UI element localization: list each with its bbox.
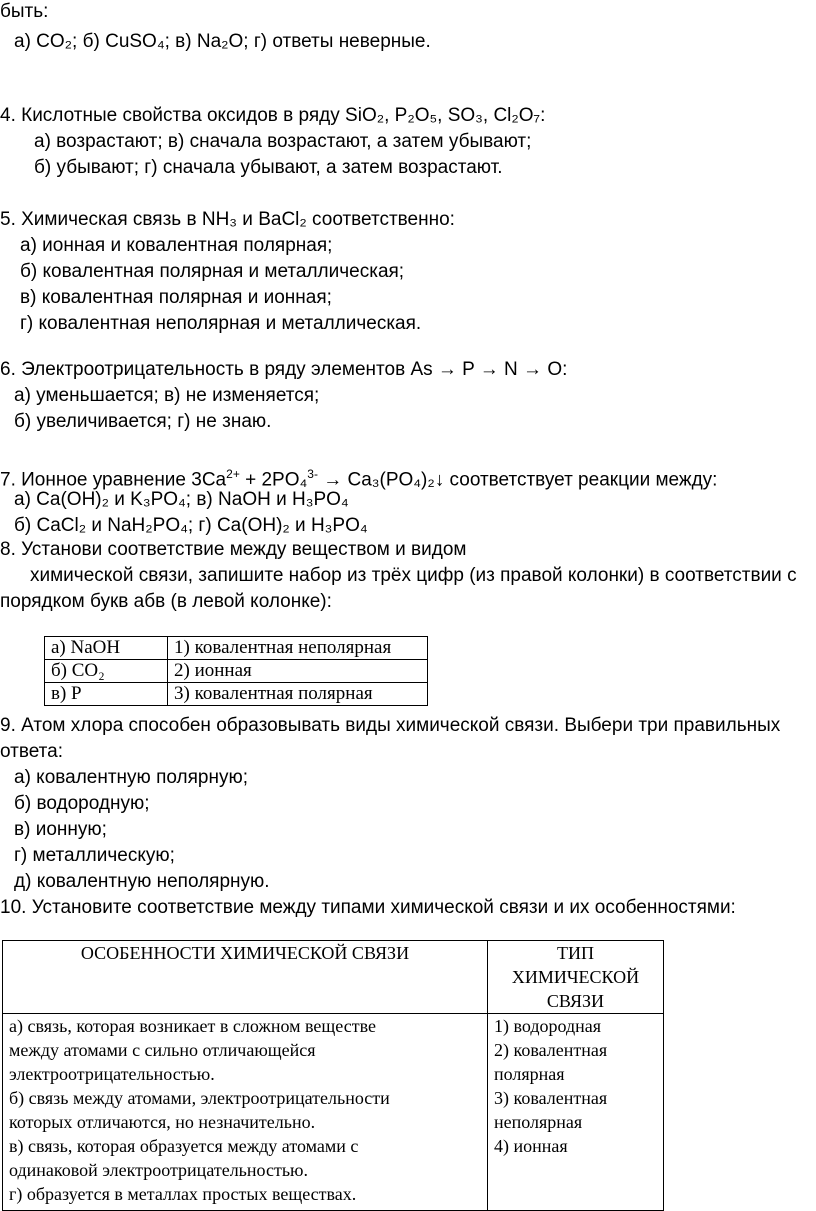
question-4-options-row2: б) убывают; г) сначала убывают, а затем возрастают. <box>34 157 503 178</box>
question-9-title: 9. Атом хлора способен образовывать виды химической связи. Выбери три правильных <box>0 715 781 736</box>
question-8-text: химической связи, запишите набор из трёх цифр (из правой колонки) в соответствии с <box>30 565 797 586</box>
question-4-options-row1: а) возрастают; в) сначала возрастают, а затем убывают; <box>34 131 532 152</box>
title-part: 7. Ионное уравнение 3Ca <box>0 469 227 491</box>
charge-superscript: 2+ <box>226 467 240 481</box>
question-7-options-row1: а) Ca(OH)₂ и K₃PO₄; в) NaOH и H₃PO₄ <box>14 489 349 510</box>
table-row <box>45 660 428 683</box>
table-row <box>45 683 428 706</box>
header-type <box>488 941 664 1014</box>
question-9-option: д) ковалентную неполярную. <box>14 871 270 892</box>
question-8-text: порядком букв абв (в левой колонке): <box>0 591 332 612</box>
header-line: ТИП <box>557 943 594 963</box>
title-part: → Ca₃(PO₄)₂↓ соответствует реакции между: <box>317 469 718 491</box>
text-line: быть: <box>0 1 49 22</box>
question-6-title: 6. Электроотрицательность в ряду элементов As → P → N → O: <box>0 359 568 380</box>
header-features: ОСОБЕННОСТИ ХИМИЧЕСКОЙ СВЯЗИ <box>3 941 488 1014</box>
feature-line: которых отличаются, но незначительно. <box>9 1112 316 1132</box>
type-line: 2) ковалентная <box>494 1040 608 1060</box>
question-10-table <box>2 940 664 1211</box>
types-cell <box>488 1014 664 1211</box>
table-cell: 3) ковалентная полярная <box>168 683 428 706</box>
feature-line: электроотрицательностью. <box>9 1064 215 1084</box>
table-cell: б) CO₂ <box>45 660 168 683</box>
type-line: 4) ионная <box>494 1136 568 1156</box>
question-6-options-row1: а) уменьшается; в) не изменяется; <box>14 385 320 406</box>
type-line: полярная <box>494 1064 565 1084</box>
question-5-option: а) ионная и ковалентная полярная; <box>20 235 333 256</box>
question-6-options-row2: б) увеличивается; г) не знаю. <box>14 411 272 432</box>
type-line: 3) ковалентная <box>494 1088 608 1108</box>
question-5-title: 5. Химическая связь в NH₃ и BaCl₂ соответственно: <box>0 209 455 230</box>
question-5-option: г) ковалентная неполярная и металлическая. <box>20 313 422 334</box>
question-5-option: б) ковалентная полярная и металлическая; <box>20 261 405 282</box>
table-cell: в) P <box>45 683 168 706</box>
header-line: СВЯЗИ <box>546 991 605 1011</box>
table-cell: а) NaOH <box>45 637 168 660</box>
charge-superscript: 3- <box>307 467 318 481</box>
table-header-row <box>3 941 664 1014</box>
feature-line: одинаковой электроотрицательностью. <box>9 1160 308 1180</box>
feature-line: между атомами с сильно отличающейся <box>9 1040 316 1060</box>
title-part: + 2PO₄ <box>239 469 308 491</box>
question-4-title: 4. Кислотные свойства оксидов в ряду SiO₂, P₂O₅, SO₃, Cl₂O₇: <box>0 105 546 126</box>
feature-line: в) связь, которая образуется между атомами с <box>9 1136 359 1156</box>
question-9-text: ответа: <box>0 741 64 762</box>
header-line: ХИМИЧЕСКОЙ <box>511 967 640 987</box>
question-8-table <box>44 636 428 706</box>
table-row <box>45 637 428 660</box>
feature-line: б) связь между атомами, электроотрицательности <box>9 1088 390 1108</box>
type-line: неполярная <box>494 1112 583 1132</box>
question-9-option: г) металлическую; <box>14 845 175 866</box>
table-cell: 1) ковалентная неполярная <box>168 637 428 660</box>
question-7-options-row2: б) CaCl₂ и NaH₂PO₄; г) Ca(OH)₂ и H₃PO₄ <box>14 515 368 536</box>
feature-line: а) связь, которая возникает в сложном веществе <box>9 1016 376 1036</box>
question-10-title: 10. Установите соответствие между типами химической связи и их особенностями: <box>0 897 736 918</box>
feature-line: г) образуется в металлах простых веществах. <box>9 1184 357 1204</box>
question-9-option: а) ковалентную полярную; <box>14 767 248 788</box>
features-cell <box>3 1014 488 1211</box>
question-8-title: 8. Установи соответствие между веществом и видом <box>0 539 467 560</box>
question-9-option: б) водородную; <box>14 793 150 814</box>
table-cell: 2) ионная <box>168 660 428 683</box>
table-row <box>3 1014 664 1211</box>
type-line: 1) водородная <box>494 1016 602 1036</box>
question-5-option: в) ковалентная полярная и ионная; <box>20 287 332 308</box>
answer-options: а) CO₂; б) CuSO₄; в) Na₂O; г) ответы неверные. <box>14 31 431 52</box>
question-9-option: в) ионную; <box>14 819 107 840</box>
